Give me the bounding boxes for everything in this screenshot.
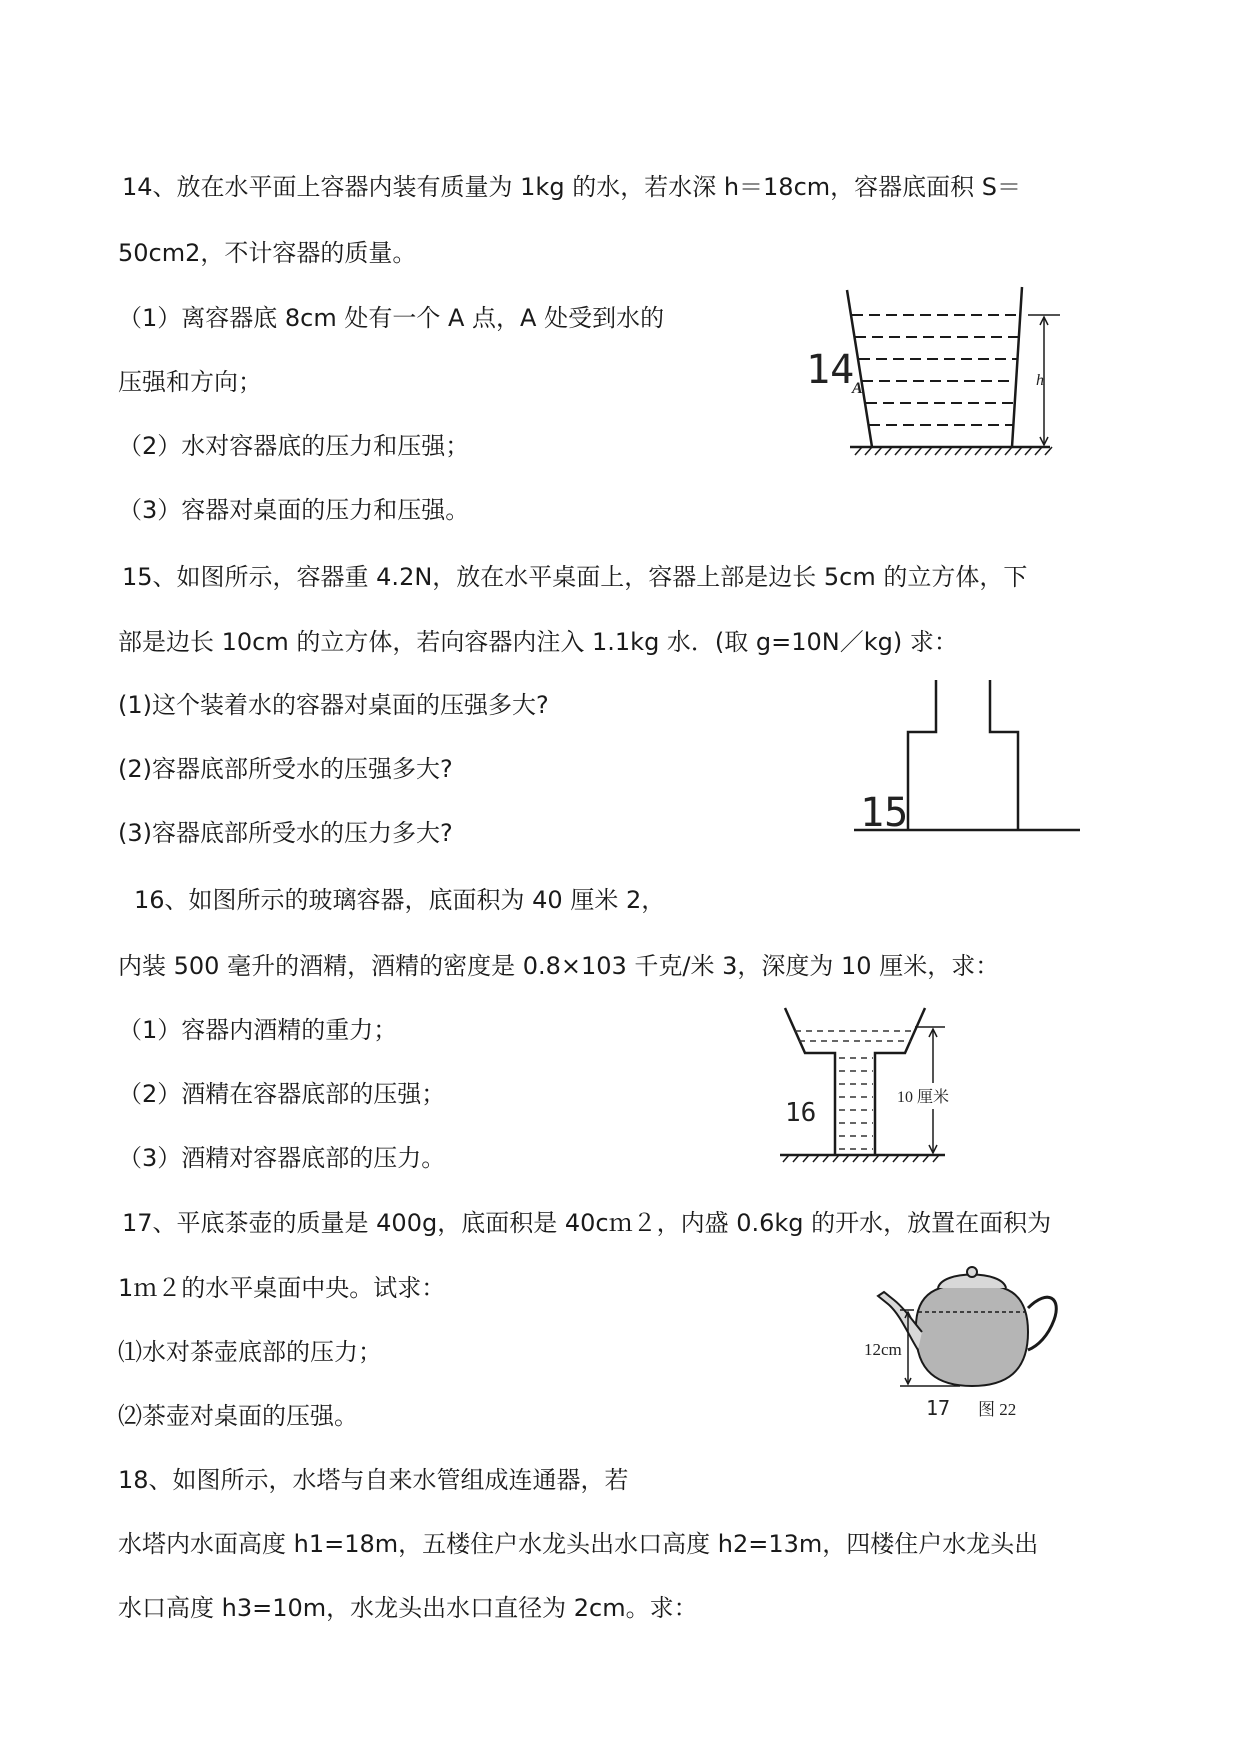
p17-question2: ⑵茶壶对桌面的压强。: [118, 1402, 358, 1430]
p17-stem-line1: 17、平底茶壶的质量是 400g，底面积是 40cｍ２，内盛 0.6kg 的开水，放置在面积为: [122, 1209, 1052, 1237]
water-level-dashes: [852, 315, 1020, 425]
p18-stem-line1: 18、如图所示，水塔与自来水管组成连通器，若: [118, 1466, 629, 1494]
p15-stem-line1: 15、如图所示，容器重 4.2N，放在水平桌面上，容器上部是边长 5cm 的立方体，下: [122, 563, 1028, 591]
teapot-body: [916, 1284, 1028, 1386]
p16-stem-line2: 内装 500 毫升的酒精，酒精的密度是 0.8×103 千克/米 3，深度为 10 厘米，求：: [118, 952, 1000, 980]
p15-question2: (2)容器底部所受水的压强多大?: [118, 755, 453, 783]
depth-label: 10 厘米: [897, 1089, 950, 1106]
depth-label-h: h: [1036, 372, 1044, 389]
p16-figure-t-shaped-container: [775, 1003, 975, 1173]
container-left-profile: [785, 1008, 835, 1155]
p14-question1-line1: （1）离容器底 8cm 处有一个 A 点，A 处受到水的: [118, 304, 665, 332]
figure-number-mark-16: 16: [785, 1098, 817, 1128]
p18-stem-line2: 水塔内水面高度 h1=18m，五楼住户水龙头出水口高度 h2=13m，四楼住户水龙头出: [118, 1530, 1039, 1558]
p16-question2: （2）酒精在容器底部的压强；: [118, 1080, 446, 1108]
p15-question3: (3)容器底部所受水的压力多大?: [118, 819, 453, 847]
container-right-wall: [1012, 287, 1022, 447]
teapot-knob: [967, 1267, 977, 1277]
p18-stem-line3: 水口高度 h3=10m，水龙头出水口直径为 2cm。求：: [118, 1594, 698, 1622]
height-label: 12cm: [864, 1340, 902, 1359]
depth-marker: [1028, 315, 1060, 445]
p14-question3: （3）容器对桌面的压力和压强。: [118, 496, 470, 524]
p17-question1: ⑴水对茶壶底部的压力；: [118, 1338, 382, 1366]
point-label-a: A: [852, 380, 863, 397]
figure-number-mark-15: 15: [860, 790, 909, 836]
p14-stem-line2: 50cm2，不计容器的质量。: [118, 239, 417, 267]
p16-question1: （1）容器内酒精的重力；: [118, 1016, 398, 1044]
figure-number-mark-14: 14: [806, 347, 855, 393]
container-right-profile: [875, 1008, 925, 1155]
container-left-profile: [908, 680, 936, 830]
container-right-profile: [990, 680, 1018, 830]
p15-stem-line2: 部是边长 10cm 的立方体，若向容器内注入 1.1kg 水．(取 g=10N／kg) 求：: [118, 628, 958, 656]
figure-number-mark-17: 17: [926, 1396, 951, 1420]
p14-question2: （2）水对容器底的压力和压强；: [118, 432, 470, 460]
p15-question1: (1)这个装着水的容器对桌面的压强多大?: [118, 691, 549, 719]
p16-question3: （3）酒精对容器底部的压力。: [118, 1144, 446, 1172]
p14-figure-tapered-container: [800, 285, 1070, 460]
p14-question1-line2: 压强和方向；: [118, 368, 262, 396]
p15-figure-stepped-container: [840, 680, 1090, 840]
p17-stem-line2: 1ｍ２的水平桌面中央。试求：: [118, 1274, 446, 1302]
teapot-handle: [1028, 1297, 1056, 1350]
figure-caption: 图 22: [978, 1400, 1017, 1419]
p17-figure-teapot: [864, 1260, 1060, 1425]
p14-stem-line1: 14、放在水平面上容器内装有质量为 1kg 的水，若水深 h＝18cm，容器底面积 S＝: [122, 173, 1022, 201]
p16-stem-line1: 16、如图所示的玻璃容器，底面积为 40 厘米 2，: [134, 886, 666, 914]
